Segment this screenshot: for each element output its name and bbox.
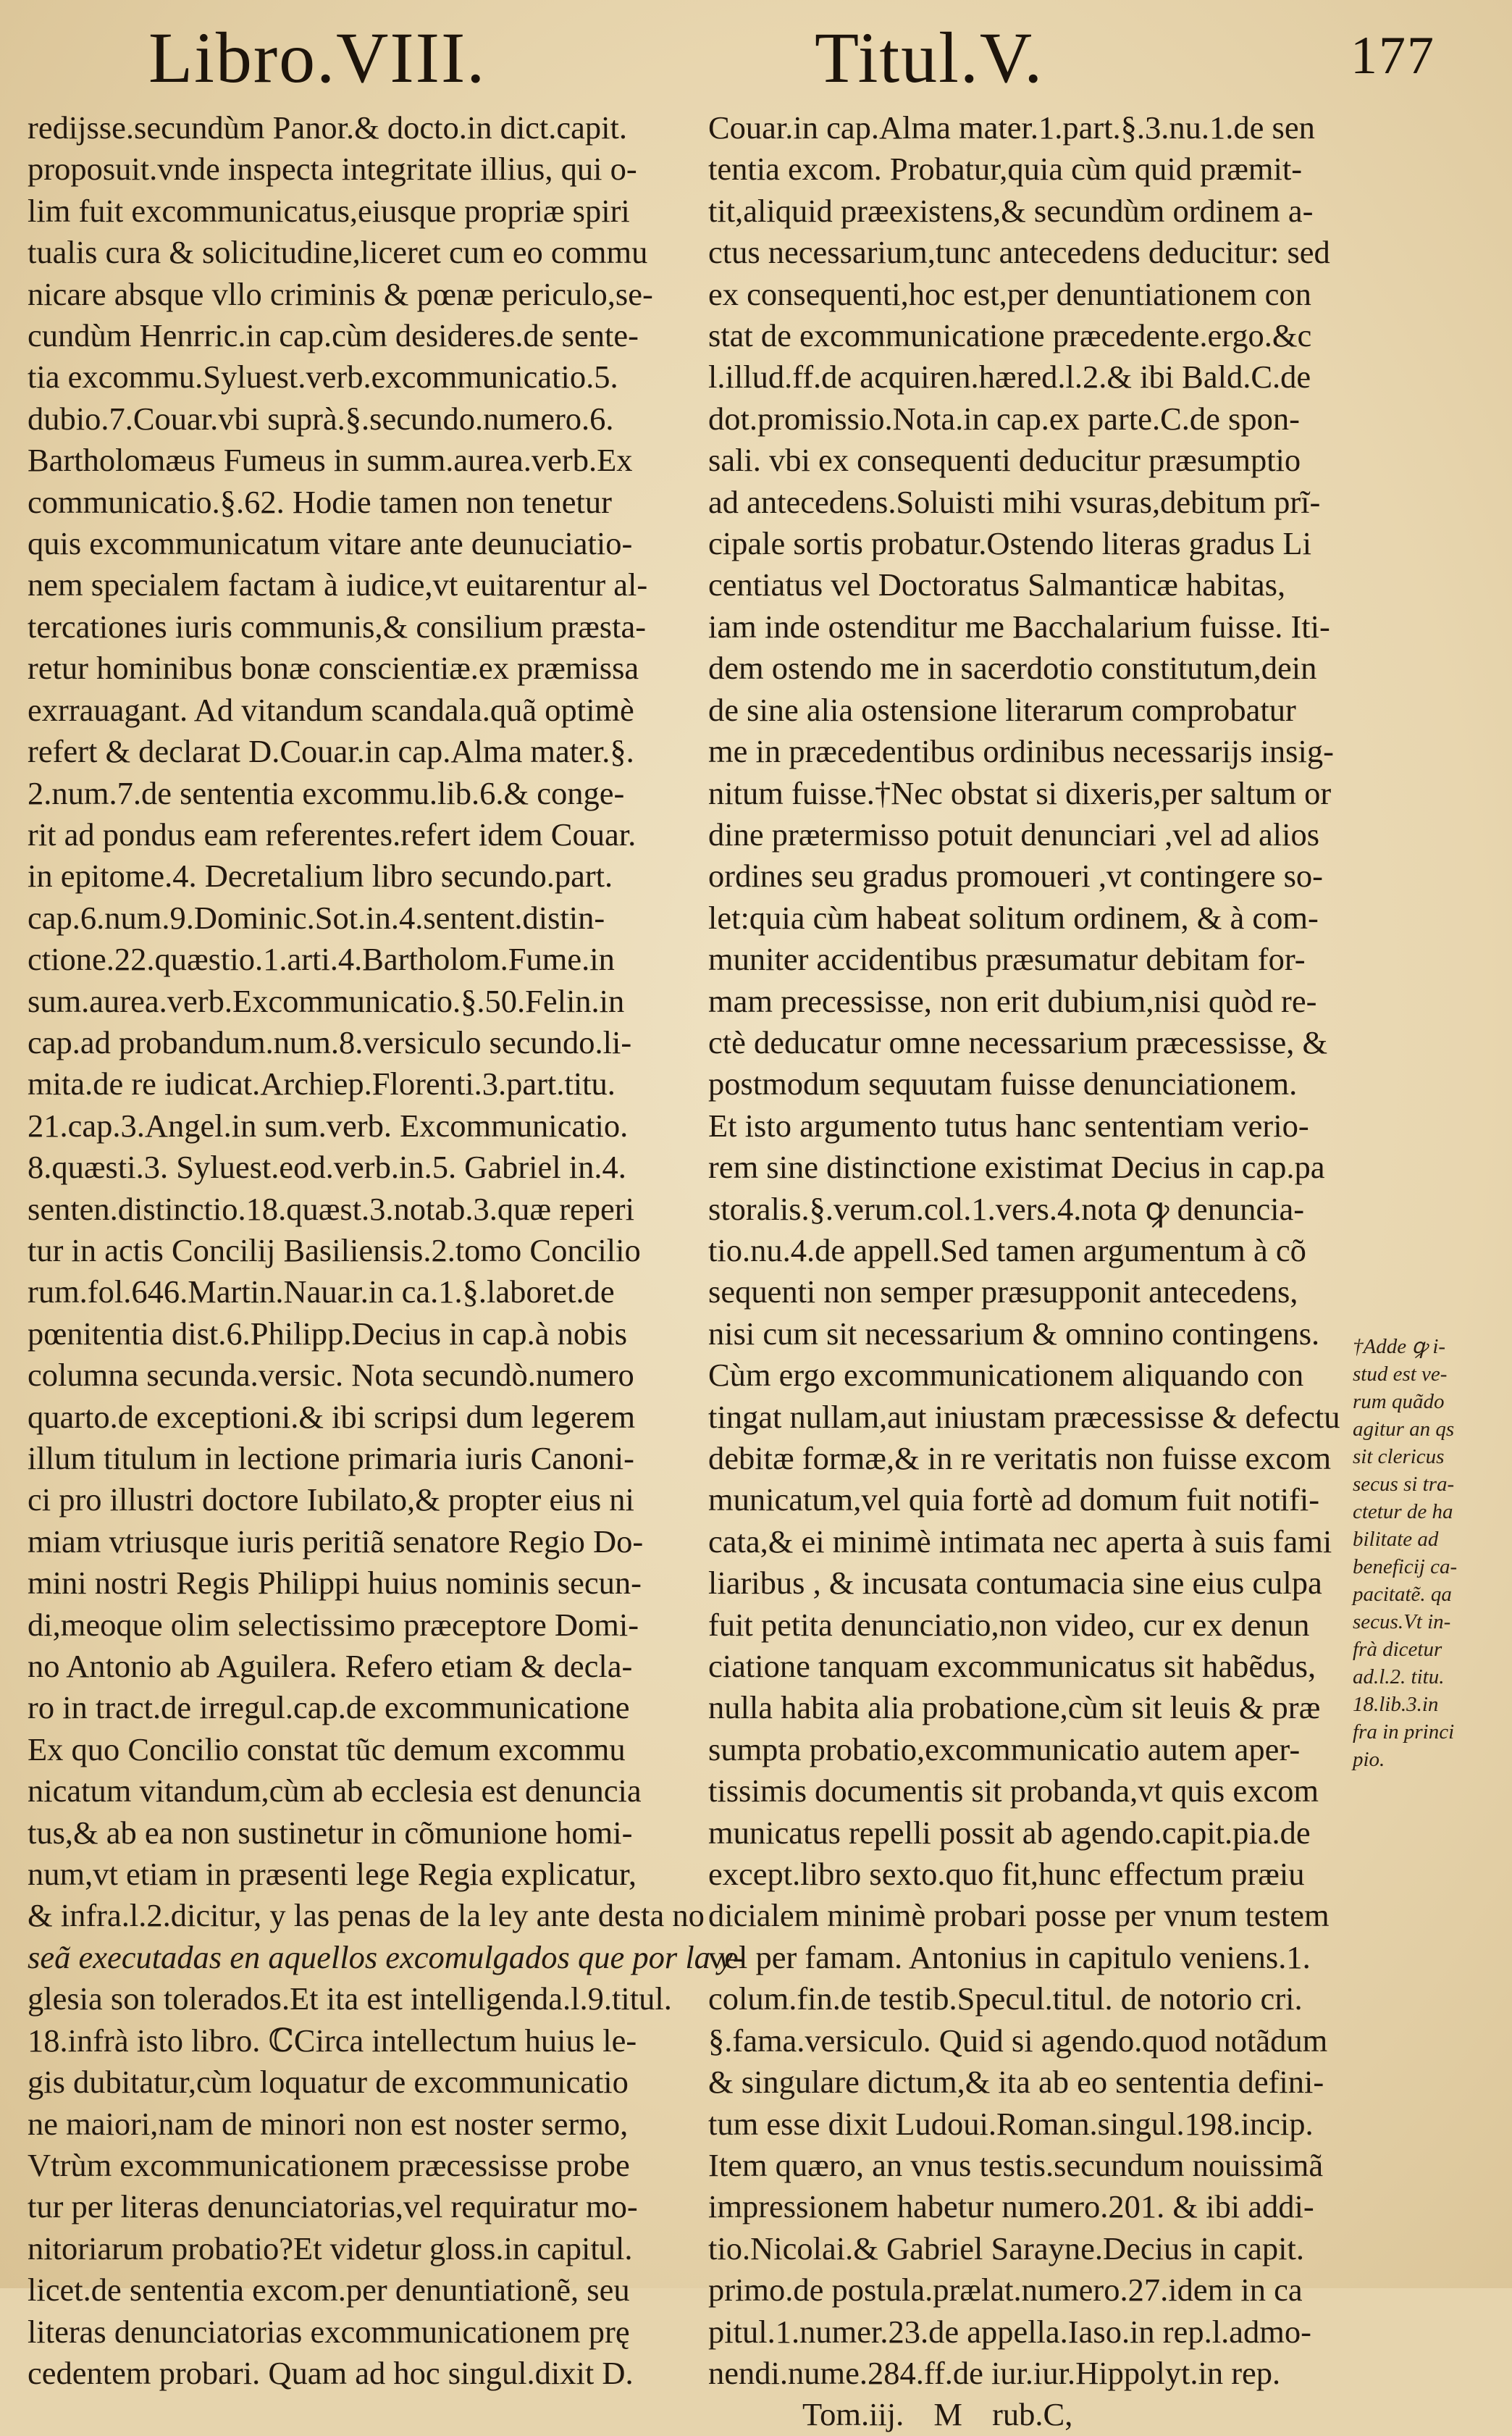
text-line: sumpta probatio,excommunicatio autem aper- xyxy=(708,1730,1301,1767)
text-line: & infra.l.2.dicitur, y las penas de la ley ante desta no xyxy=(28,1897,705,1934)
margin-note-line: bilitate ad xyxy=(1353,1528,1439,1551)
text-line: no Antonio ab Aguilera. Refero etiam & decla- xyxy=(28,1648,633,1685)
margin-note-line: sit clericus xyxy=(1353,1445,1445,1468)
text-line: ciatione tanquam excommunicatus sit habẽdus, xyxy=(708,1648,1316,1685)
text-line: let:quia cùm habeat solitum ordinem, & à com- xyxy=(708,899,1319,936)
page-footer: Tom.iij. M rub.C, xyxy=(802,2396,1073,2433)
text-line: cundùm Henrric.in cap.cùm desideres.de sente- xyxy=(28,317,639,354)
text-line: ro in tract.de irregul.cap.de excommunicatione xyxy=(28,1689,630,1726)
margin-note-line: beneficij ca- xyxy=(1353,1555,1458,1578)
text-line: exrrauagant. Ad vitandum scandala.quã optimè xyxy=(28,691,634,728)
text-line: literas denunciatorias excommunicationem prę xyxy=(28,2313,630,2350)
text-line: tur in actis Concilij Basiliensis.2.tomo Concilio xyxy=(28,1231,641,1268)
text-line: & singulare dictum,& ita ab eo sententia defini- xyxy=(708,2064,1324,2101)
text-line: ex consequenti,hoc est,per denuntiationem con xyxy=(708,275,1311,312)
text-line: retur hominibus bonæ conscientiæ.ex præmissa xyxy=(28,650,639,687)
text-line: cipale sortis probatur.Ostendo literas gradus Li xyxy=(708,525,1311,562)
margin-note-line: rum quãdo xyxy=(1353,1390,1445,1413)
text-line: sum.aurea.verb.Excommunicatio.§.50.Felin.in xyxy=(28,982,625,1019)
text-line: 8.quæsti.3. Syluest.eod.verb.in.5. Gabriel in.4. xyxy=(28,1149,626,1186)
text-line: tum esse dixit Ludoui.Roman.singul.198.incip. xyxy=(708,2105,1314,2142)
text-line: num,vt etiam in præsenti lege Regia explicatur, xyxy=(28,1856,637,1893)
margin-note-line: 18.lib.3.in xyxy=(1353,1693,1439,1716)
text-line: except.libro sexto.quo fit,hunc effectum præiu xyxy=(708,1856,1305,1893)
text-line: dine prætermisso potuit denunciari ,vel ad alios xyxy=(708,816,1320,853)
right-column-lines xyxy=(708,107,1345,2394)
text-line: tio.nu.4.de appell.Sed tamen argumentum à cõ xyxy=(708,1231,1306,1268)
text-line: mam precessisse, non erit dubium,nisi quòd re- xyxy=(708,982,1317,1019)
text-line: licet.de sententia excom.per denuntiationẽ, seu xyxy=(28,2272,630,2309)
text-line: vel per famam. Antonius in capitulo veniens.1. xyxy=(708,1938,1311,1975)
text-line: gis dubitatur,cùm loquatur de excommunicatio xyxy=(28,2064,629,2101)
text-line: nisi cum sit necessarium & omnino contingens. xyxy=(708,1315,1320,1352)
text-line: ctus necessarium,tunc antecedens deducitur: sed xyxy=(708,234,1330,271)
text-line: l.illud.ff.de acquiren.hæred.l.2.& ibi Bald.C.de xyxy=(708,359,1311,395)
margin-note-line: ad.l.2. titu. xyxy=(1353,1665,1445,1688)
text-line: sali. vbi ex consequenti deducitur præsumptio xyxy=(708,442,1301,479)
text-line: de sine alia ostensione literarum comprobatur xyxy=(708,691,1296,728)
text-line: nitoriarum probatio?Et videtur gloss.in capitul. xyxy=(28,2230,633,2267)
folio-number: 177 xyxy=(1351,26,1435,85)
text-line: communicatio.§.62. Hodie tamen non tenetur xyxy=(28,483,612,520)
text-line: illum titulum in lectione primaria iuris Canoni- xyxy=(28,1440,634,1476)
margin-note-line: †Adde ꝙ i- xyxy=(1353,1335,1446,1358)
text-line: §.fama.versiculo. Quid si agendo.quod notãdum xyxy=(708,2022,1328,2059)
text-line: in epitome.4. Decretalium libro secundo.part. xyxy=(28,858,613,895)
text-line: rit ad pondus eam referentes.refert idem Couar. xyxy=(28,816,637,853)
text-line: pitul.1.numer.23.de appella.Iaso.in rep.l.admo- xyxy=(708,2313,1311,2350)
text-line: debitæ formæ,& in re veritatis non fuisse excom xyxy=(708,1440,1332,1476)
text-line: tentia excom. Probatur,quia cùm quid præmit- xyxy=(708,151,1303,188)
text-line: rem sine distinctione existimat Decius in cap.pa xyxy=(708,1149,1325,1186)
text-line: quarto.de exceptioni.& ibi scripsi dum legerem xyxy=(28,1398,636,1435)
margin-note-line: secus.Vt in- xyxy=(1353,1610,1451,1633)
text-line: glesia son tolerados.Et ita est intelligenda.l.9.titul. xyxy=(28,1980,672,2017)
margin-note-line: pacitatẽ. qa xyxy=(1353,1583,1452,1606)
text-line: tio.Nicolai.& Gabriel Sarayne.Decius in capit. xyxy=(708,2230,1304,2267)
left-text-column xyxy=(28,107,744,2394)
text-line: dem ostendo me in sacerdotio constitutum,dein xyxy=(708,650,1317,687)
text-line: storalis.§.verum.col.1.vers.4.nota ꝙ denuncia- xyxy=(708,1190,1305,1227)
text-line: Item quæro, an vnus testis.secundum nouissimã xyxy=(708,2146,1324,2183)
text-line: primo.de postula.prælat.numero.27.idem in ca xyxy=(708,2272,1303,2309)
text-line: proposuit.vnde inspecta integritate illius, qui o- xyxy=(28,151,637,188)
text-line: tercationes iuris communis,& consilium præsta- xyxy=(28,608,647,645)
right-text-column xyxy=(708,107,1345,2436)
text-line: ne maiori,nam de minori non est noster sermo, xyxy=(28,2105,629,2142)
text-line: fuit petita denunciatio,non video, cur ex denun xyxy=(708,1606,1310,1643)
text-line: ordines seu gradus promoueri ,vt contingere so- xyxy=(708,858,1323,895)
text-line: tingat nullam,aut iniustam præcessisse & defectu xyxy=(708,1398,1340,1435)
text-line: ci pro illustri doctore Iubilato,& propter eius ni xyxy=(28,1481,634,1518)
text-line: rum.fol.646.Martin.Nauar.in ca.1.§.laboret.de xyxy=(28,1273,615,1310)
text-line: tur per literas denunciatorias,vel requiratur mo- xyxy=(28,2188,638,2225)
text-line: tia excommu.Syluest.verb.excommunicatio.5. xyxy=(28,359,618,395)
text-line: nicatum vitandum,cùm ab ecclesia est denuncia xyxy=(28,1772,642,1809)
text-line: ad antecedens.Soluisti mihi vsuras,debitum prĩ- xyxy=(708,483,1321,520)
text-line: nendi.nume.284.ff.de iur.iur.Hippolyt.in rep. xyxy=(708,2354,1281,2391)
text-line: stat de excommunicatione præcedente.ergo.&c xyxy=(708,317,1312,354)
text-line: mini nostri Regis Philippi huius nominis secun- xyxy=(28,1565,642,1602)
text-line: cap.6.num.9.Dominic.Sot.in.4.sentent.distin- xyxy=(28,899,605,936)
text-line: cata,& ei minimè intimata nec aperta à suis fami xyxy=(708,1523,1332,1560)
text-line: lim fuit excommunicatus,eiusque propriæ spiri xyxy=(28,192,630,229)
text-line: Et isto argumento tutus hanc sententiam verio- xyxy=(708,1107,1309,1144)
text-line: dubio.7.Couar.vbi suprà.§.secundo.numero.6. xyxy=(28,400,614,437)
text-line: 2.num.7.de sententia excommu.lib.6.& conge- xyxy=(28,774,625,811)
text-line: dicialem minimè probari posse per vnum testem xyxy=(708,1897,1330,1934)
text-line: me in præcedentibus ordinibus necessarijs insig- xyxy=(708,733,1334,770)
text-line: di,meoque olim selectissimo præceptore Domi- xyxy=(28,1606,639,1643)
text-line: nem specialem factam à iudice,vt euitarentur al- xyxy=(28,566,648,603)
text-line: colum.fin.de testib.Specul.titul. de notorio cri. xyxy=(708,1980,1303,2017)
text-line: impressionem habetur numero.201. & ibi addi- xyxy=(708,2188,1314,2225)
text-line: nulla habita alia probatione,cùm sit leuis & præ xyxy=(708,1689,1321,1726)
text-line: muniter accidentibus præsumatur debitam for- xyxy=(708,941,1306,978)
running-head-title: Titul.V. xyxy=(815,17,1044,98)
text-line: 18.infrà isto libro. ℂCirca intellectum huius le- xyxy=(28,2022,637,2059)
text-line: liaribus , & incusata contumacia sine eius culpa xyxy=(708,1565,1322,1602)
text-line: seã executadas en aquellos excomulgados que por la y- xyxy=(28,1938,744,1975)
margin-note-line: secus si tra- xyxy=(1353,1473,1455,1496)
margin-note-line: ctetur de ha xyxy=(1353,1500,1453,1523)
margin-note-line: frà dicetur xyxy=(1353,1638,1442,1661)
text-line: nitum fuisse.†Nec obstat si dixeris,per saltum or xyxy=(708,774,1332,811)
text-line: quis excommunicatum vitare ante deunuciatio- xyxy=(28,525,633,562)
marginal-note xyxy=(1353,1333,1508,1773)
margin-note-line: pio. xyxy=(1353,1748,1385,1771)
text-line: postmodum sequutam fuisse denunciationem. xyxy=(708,1066,1298,1102)
text-line: Couar.in cap.Alma mater.1.part.§.3.nu.1.de sen xyxy=(708,109,1315,146)
text-line: municatum,vel quia fortè ad domum fuit notifi- xyxy=(708,1481,1320,1518)
text-line: mita.de re iudicat.Archiep.Florenti.3.part.titu. xyxy=(28,1066,616,1102)
margin-note-line: stud est ve- xyxy=(1353,1363,1448,1386)
text-line: redijsse.secundùm Panor.& docto.in dict.capit. xyxy=(28,109,628,146)
text-line: cedentem probari. Quam ad hoc singul.dixit D. xyxy=(28,2354,634,2391)
text-line: centiatus vel Doctoratus Salmanticæ habitas, xyxy=(708,566,1286,603)
text-line: Ex quo Concilio constat tũc demum excommu xyxy=(28,1730,626,1767)
text-line: ctione.22.quæstio.1.arti.4.Bartholom.Fume.in xyxy=(28,941,615,978)
margin-note-line: fra in princi xyxy=(1353,1720,1455,1744)
running-head-book: Libro.VIII. xyxy=(148,17,487,98)
text-line: ctè deducatur omne necessarium præcessisse, & xyxy=(708,1024,1328,1060)
text-line: tit,aliquid præexistens,& secundùm ordinem a- xyxy=(708,192,1314,229)
text-line: miam vtriusque iuris peritiã senatore Regio Do- xyxy=(28,1523,644,1560)
text-line: cap.ad probandum.num.8.versiculo secundo.li- xyxy=(28,1024,632,1060)
text-line: tus,& ab ea non sustinetur in cõmunione homi- xyxy=(28,1814,633,1851)
text-line: municatus repelli possit ab agendo.capit.pia.de xyxy=(708,1814,1311,1851)
text-line: 21.cap.3.Angel.in sum.verb. Excommunicatio. xyxy=(28,1107,629,1144)
text-line: columna secunda.versic. Nota secundò.numero xyxy=(28,1357,634,1394)
text-line: Bartholomæus Fumeus in summ.aurea.verb.Ex xyxy=(28,442,633,479)
text-line: Cùm ergo excommunicationem aliquando con xyxy=(708,1357,1304,1394)
text-line: Vtrùm excommunicationem præcessisse probe xyxy=(28,2146,630,2183)
text-line: dot.promissio.Nota.in cap.ex parte.C.de spon- xyxy=(708,400,1300,437)
margin-note-line: agitur an qs xyxy=(1353,1418,1455,1441)
text-line: iam inde ostenditur me Bacchalarium fuisse. Iti- xyxy=(708,608,1330,645)
text-line: sequenti non semper præsupponit antecedens, xyxy=(708,1273,1298,1310)
text-line: tualis cura & solicitudine,liceret cum eo commu xyxy=(28,234,648,271)
text-line: pœnitentia dist.6.Philipp.Decius in cap.à nobis xyxy=(28,1315,628,1352)
text-line: tissimis documentis sit probanda,vt quis excom xyxy=(708,1772,1319,1809)
text-line: refert & declarat D.Couar.in cap.Alma mater.§. xyxy=(28,733,634,770)
text-line: senten.distinctio.18.quæst.3.notab.3.quæ reperi xyxy=(28,1190,634,1227)
text-line: nicare absque vllo criminis & pœnæ periculo,se- xyxy=(28,275,653,312)
